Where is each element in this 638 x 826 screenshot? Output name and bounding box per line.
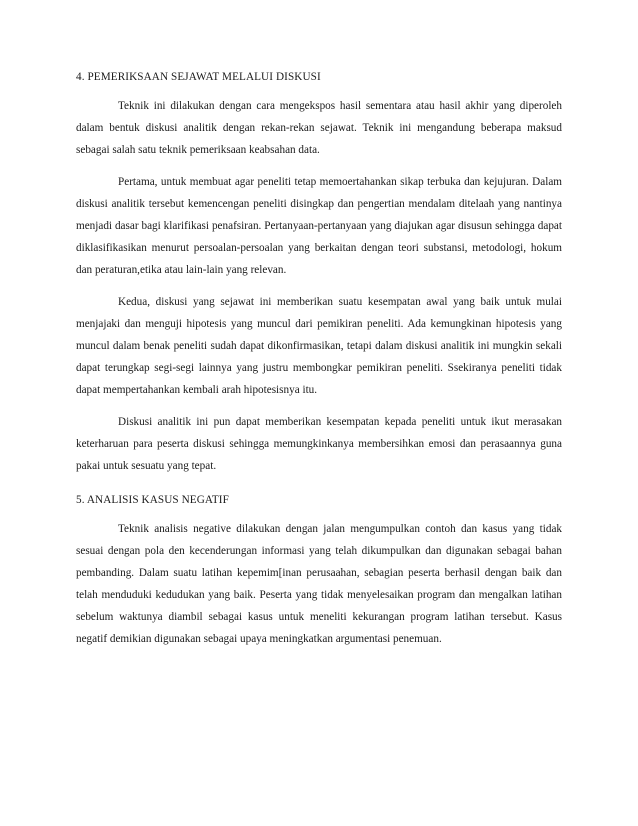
document-body bbox=[76, 66, 562, 660]
paragraph: Kedua, diskusi yang sejawat ini memberikan suatu kesempatan awal yang baik untuk mulai menjajaki dan menguji hipotesis yang muncul dari pemikiran peneliti. Ada kemungkinan hipotesis yang muncul dalam benak peneliti sudah dapat dikonfirmasikan, tetapi dalam diskusi analitik ini mungkin sekali dapat terungkap segi-segi lainnya yang justru membongkar pemikiran peneliti. Ssekiranya peneliti tidak dapat mempertahankan kembali arah hipotesisnya itu. bbox=[76, 296, 562, 396]
paragraph: Pertama, untuk membuat agar peneliti tetap memoertahankan sikap terbuka dan kejujuran. Dalam diskusi analitik tersebut kemencengan peneliti disingkap dan pengertian mendalam ditelaah yang nantinya menjadi dasar bagi klarifikasi penafsiran. Pertanyaan-pertanyaan yang diajukan agar disusun sehingga dapat diklasifikasikan menurut persoalan-persoalan yang berkaitan dengan teori substansi, metodologi, hokum dan peraturan,etika atau lain-lain yang relevan. bbox=[76, 176, 562, 276]
section-peer-review bbox=[76, 66, 562, 477]
paragraph: Teknik analisis negative dilakukan dengan jalan mengumpulkan contoh dan kasus yang tidak sesuai dengan pola den kecenderungan informasi yang telah dikumpulkan dan digunakan sebagai bahan pembanding. Dalam suatu latihan kepemim[inan perusaahan, sebagian peserta berhasil dengan baik dan telah menduduki kedudukan yang baik. Peserta yang tidak menyelesaikan program dan mengalkan latihan sebelum waktunya diambil sebagai kasus untuk meneliti kekurangan program latihan tersebut. Kasus negatif demikian digunakan sebagai upaya meningkatkan argumentasi penemuan. bbox=[76, 523, 562, 645]
section-heading: 4. PEMERIKSAAN SEJAWAT MELALUI DISKUSI bbox=[76, 71, 321, 83]
section-negative-case-analysis bbox=[76, 489, 562, 650]
paragraph: Teknik ini dilakukan dengan cara mengekspos hasil sementara atau hasil akhir yang diperoleh dalam bentuk diskusi analitik dengan rekan-rekan sejawat. Teknik ini mengandung beberapa maksud sebagai salah satu teknik pemeriksaan keabsahan data. bbox=[76, 100, 562, 156]
section-heading: 5. ANALISIS KASUS NEGATIF bbox=[76, 494, 229, 506]
paragraph: Diskusi analitik ini pun dapat memberikan kesempatan kepada peneliti untuk ikut merasakan keterharuan para peserta diskusi sehingga memungkinkanya membersihkan emosi dan perasaannya guna pakai untuk sesuatu yang tepat. bbox=[76, 416, 562, 472]
